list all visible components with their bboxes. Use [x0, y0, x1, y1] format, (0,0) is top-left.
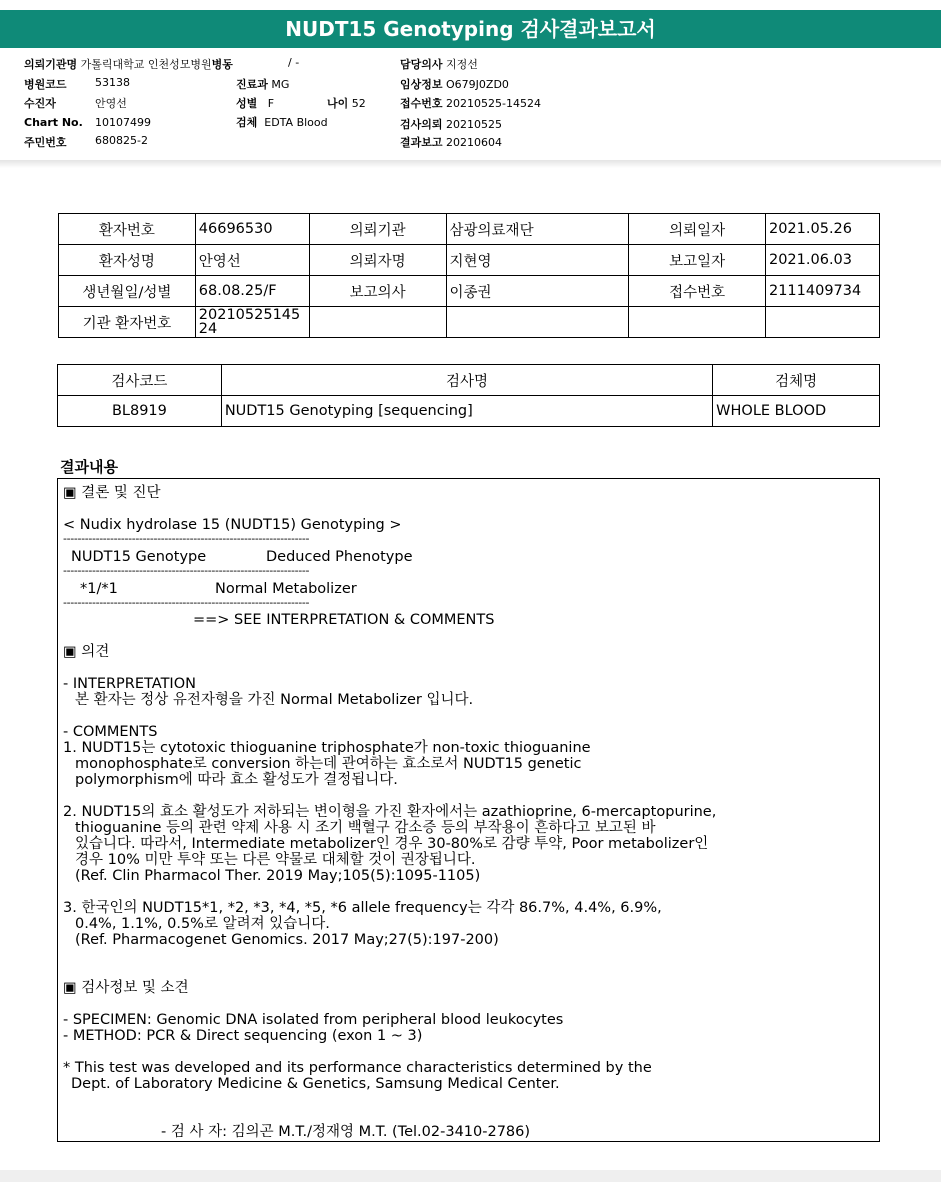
genotype-value: *1/*1 [80, 581, 118, 597]
value-cell: 안영선 [195, 245, 309, 276]
specimen-line: - SPECIMEN: Genomic DNA isolated from peripheral blood leukocytes [63, 1012, 564, 1028]
patient-info-table [58, 213, 880, 338]
value-cell: 46696530 [195, 214, 309, 245]
header-receipt: 접수번호 20210525-14524 [400, 97, 541, 110]
results-section-title: 결과내용 [60, 458, 118, 476]
header-specimen: 검체 EDTA Blood [236, 116, 328, 129]
header-hospital-code: 병원코드 [24, 78, 67, 91]
label-cell: 기관 환자번호 [59, 307, 196, 338]
phenotype-value: Normal Metabolizer [215, 581, 357, 597]
header-dept: 진료과 MG [236, 78, 290, 91]
label-cell: 보고의사 [309, 276, 446, 307]
empty-cell [309, 307, 446, 338]
specimen-cell: WHOLE BLOOD [713, 396, 880, 427]
value-cell: 지현영 [446, 245, 629, 276]
see-interpretation-note: ==> SEE INTERPRETATION & COMMENTS [193, 612, 495, 628]
table-row [59, 276, 880, 307]
conclusion-heading: ▣ 결론 및 진단 [63, 485, 161, 501]
divider-line: -------------------------------------------------------------------- [63, 532, 310, 545]
empty-cell [629, 307, 766, 338]
results-box [57, 478, 880, 1142]
value-cell: 20210525145 24 [195, 307, 309, 338]
value-cell: 2021.06.03 [765, 245, 879, 276]
comment-line: 0.4%, 1.1%, 0.5%로 알려져 있습니다. [75, 916, 330, 932]
label-cell: 의뢰자명 [309, 245, 446, 276]
genotype-column-header: NUDT15 Genotype [71, 549, 207, 565]
phenotype-column-header: Deduced Phenotype [266, 549, 413, 565]
comment-line: thioguanine 등의 관련 약제 사용 시 조기 백혈구 감소증 등의 부작용이 흔하다고 보고된 바 [75, 820, 656, 836]
header-chart-value: 10107499 [95, 116, 151, 129]
table-row [59, 245, 880, 276]
header-hospital-code-value: 53138 [95, 76, 130, 89]
header-doctor: 담당의사 지정선 [400, 58, 478, 71]
header-id-value: 680825-2 [95, 134, 148, 147]
table-header-row [58, 365, 880, 396]
header-clinical: 임상정보 O679J0ZD0 [400, 78, 509, 91]
comment-line: polymorphism에 따라 효소 활성도가 결정됩니다. [75, 772, 398, 788]
footer-bar [0, 1170, 941, 1182]
divider-line: -------------------------------------------------------------------- [63, 564, 310, 577]
header-examinee: 수진자 [24, 97, 56, 110]
column-header: 검사코드 [58, 365, 222, 396]
comment-line: 2. NUDT15의 효소 활성도가 저하되는 변이형을 가진 환자에서는 azathioprine, 6-mercaptopurine, [63, 804, 717, 820]
label-cell: 생년월일/성별 [59, 276, 196, 307]
header-institution: 의뢰기관명 가톨릭대학교 인천성모병원병동 [24, 58, 233, 71]
comment-reference: (Ref. Clin Pharmacol Ther. 2019 May;105(5):1095-1105) [75, 868, 481, 884]
header-sex: 성별 F [236, 97, 275, 110]
interpretation-heading: - INTERPRETATION [63, 676, 196, 692]
header-ward-value: / - [288, 56, 300, 69]
report-title: NUDT15 Genotyping 검사결과보고서 [0, 10, 941, 48]
column-header: 검체명 [713, 365, 880, 396]
value-cell: 2111409734 [765, 276, 879, 307]
interpretation-text: 본 환자는 정상 유전자형을 가진 Normal Metabolizer 입니다. [75, 692, 474, 708]
divider-line: -------------------------------------------------------------------- [63, 596, 310, 609]
comment-line: 있습니다. 따라서, Intermediate metabolizer인 경우 30-80%로 감량 투약, Poor metabolizer인 [75, 836, 709, 852]
value-cell: 이종권 [446, 276, 629, 307]
empty-cell [446, 307, 629, 338]
label-cell: 접수번호 [629, 276, 766, 307]
value-cell: 삼광의료재단 [446, 214, 629, 245]
value-cell: 2021.05.26 [765, 214, 879, 245]
comment-line: monophosphate로 conversion 하는데 관여하는 효소로서 NUDT15 genetic [75, 756, 582, 772]
value-cell: 68.08.25/F [195, 276, 309, 307]
comment-line: 1. NUDT15는 cytotoxic thioguanine triphosphate가 non-toxic thioguanine [63, 740, 591, 756]
header-age: 나이 52 [327, 97, 366, 110]
comment-line: 3. 한국인의 NUDT15*1, *2, *3, *4, *5, *6 allele frequency는 각각 86.7%, 4.4%, 6.9%, [63, 900, 662, 916]
header-report: 결과보고 20210604 [400, 136, 503, 149]
label-cell: 의뢰기관 [309, 214, 446, 245]
table-row [59, 307, 880, 338]
label-cell: 환자번호 [59, 214, 196, 245]
test-table [57, 364, 880, 427]
header-id: 주민번호 [24, 136, 67, 149]
method-line: - METHOD: PCR & Direct sequencing (exon 1 ~ 3) [63, 1028, 423, 1044]
disclaimer-line: Dept. of Laboratory Medicine & Genetics, Samsung Medical Center. [71, 1076, 560, 1092]
disclaimer-line: * This test was developed and its performance characteristics determined by the [63, 1060, 652, 1076]
opinion-heading: ▣ 의견 [63, 644, 110, 660]
examiner-line: - 검 사 자: 김의곤 M.T./정재영 M.T. (Tel.02-3410-2786) [161, 1124, 531, 1140]
header-divider [0, 160, 941, 168]
test-code-cell: BL8919 [58, 396, 222, 427]
empty-cell [765, 307, 879, 338]
comments-heading: - COMMENTS [63, 724, 158, 740]
column-header: 검사명 [221, 365, 712, 396]
header-chart: Chart No. [24, 116, 83, 129]
table-row [59, 214, 880, 245]
genotyping-title: < Nudix hydrolase 15 (NUDT15) Genotyping > [63, 517, 402, 533]
test-info-heading: ▣ 검사정보 및 소견 [63, 980, 189, 996]
comment-reference: (Ref. Pharmacogenet Genomics. 2017 May;27(5):197-200) [75, 932, 499, 948]
comment-line: 경우 10% 미만 투약 또는 다른 약물로 대체할 것이 권장됩니다. [75, 852, 476, 868]
table-row [58, 396, 880, 427]
label-cell: 의뢰일자 [629, 214, 766, 245]
header-examinee-value: 안영선 [95, 97, 127, 110]
header-request: 검사의뢰 20210525 [400, 118, 503, 131]
test-name-cell: NUDT15 Genotyping [sequencing] [221, 396, 712, 427]
label-cell: 환자성명 [59, 245, 196, 276]
label-cell: 보고일자 [629, 245, 766, 276]
